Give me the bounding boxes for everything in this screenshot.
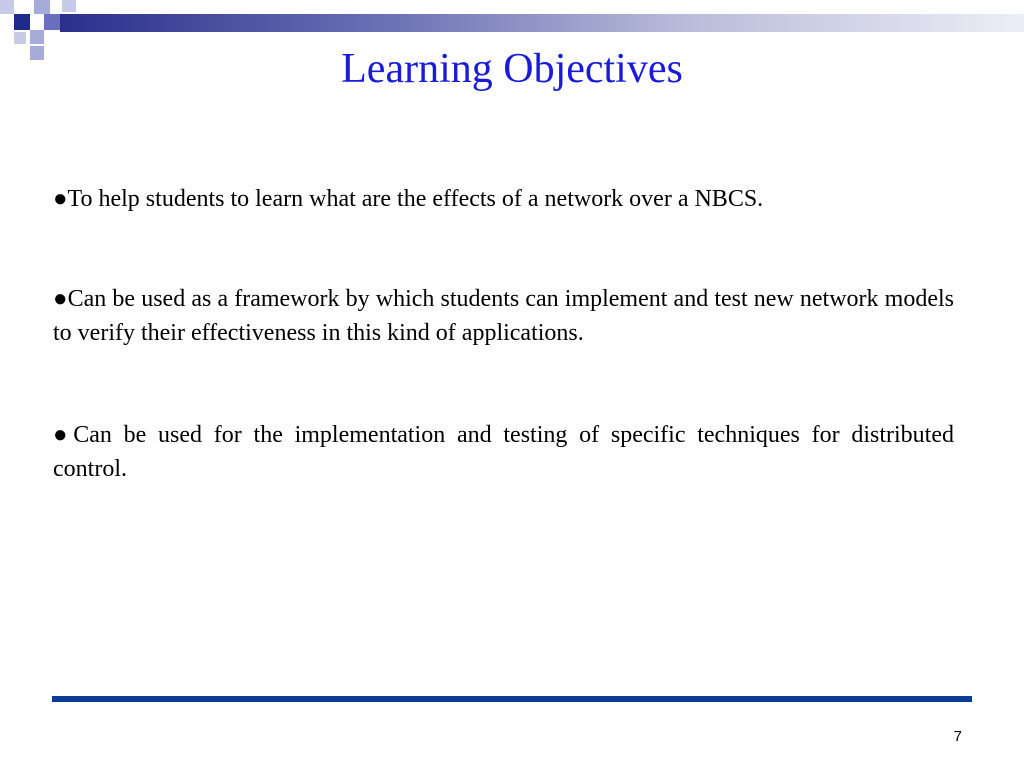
bullet-item [53, 282, 954, 350]
decor-square [30, 30, 44, 44]
header-gradient-bar [60, 14, 1024, 32]
decor-square [44, 14, 60, 30]
bullet-text: To help students to learn what are the effects of a network over a NBCS. [67, 186, 764, 212]
bullet-text: Can be used for the implementation and testing of specific techniques for distributed control. [53, 422, 955, 482]
bullet-text: Can be used as a framework by which students can implement and test new network models to verify their effectiveness in this kind of applications. [53, 286, 954, 346]
decor-square [14, 32, 26, 44]
page-number: 7 [953, 728, 962, 745]
decor-square [0, 0, 14, 14]
bullet-list [53, 182, 954, 486]
footer-divider [52, 696, 972, 702]
slide-title: Learning Objectives [341, 46, 683, 92]
decor-square [34, 0, 50, 14]
bullet-item [53, 418, 954, 486]
bullet-item [53, 182, 954, 216]
bullet-marker: ● [53, 186, 68, 212]
decor-square [62, 0, 76, 12]
bullet-marker: ● [53, 286, 68, 312]
decor-square [14, 14, 30, 30]
bullet-marker: ● [53, 422, 74, 448]
